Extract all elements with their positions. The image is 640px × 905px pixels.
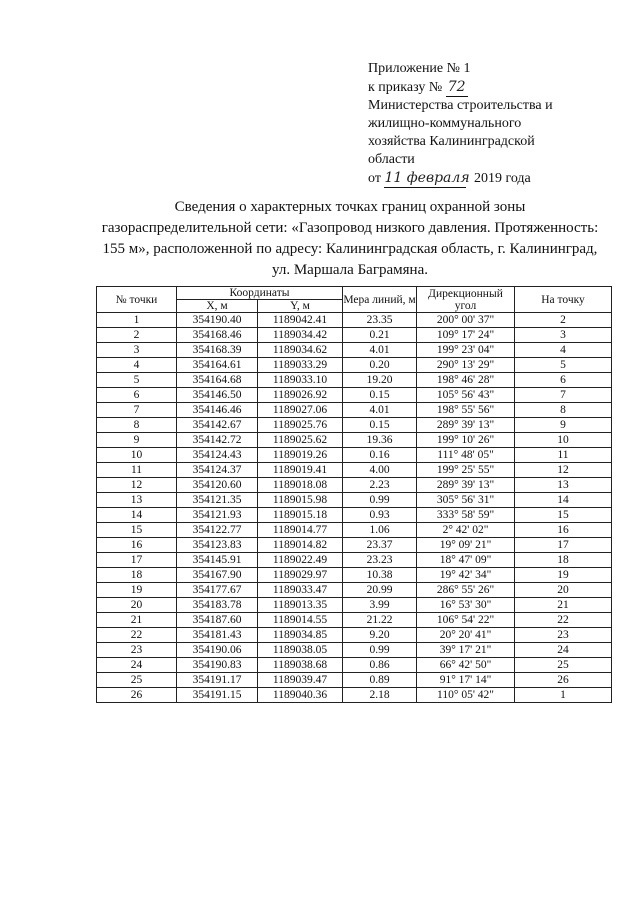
date-year: 2019 года [473, 171, 531, 186]
title-line-4: ул. Маршала Баграмяна. [272, 262, 428, 278]
point-number-cell: 16 [97, 538, 177, 553]
direction-angle-cell: 109° 17' 24" [417, 328, 515, 343]
point-number-cell: 20 [97, 598, 177, 613]
order-line [368, 78, 618, 97]
line-length-cell: 23.35 [343, 313, 417, 328]
line-length-cell: 19.36 [343, 433, 417, 448]
x-coordinate-cell: 354120.60 [177, 478, 258, 493]
y-coordinate-cell: 1189040.36 [258, 688, 343, 703]
point-number-cell: 25 [97, 673, 177, 688]
y-coordinate-cell: 1189026.92 [258, 388, 343, 403]
line-length-cell: 19.20 [343, 373, 417, 388]
to-point-cell: 7 [515, 388, 612, 403]
x-coordinate-cell: 354142.72 [177, 433, 258, 448]
point-number-cell: 26 [97, 688, 177, 703]
table-row [97, 478, 612, 493]
point-number-cell: 13 [97, 493, 177, 508]
to-point-cell: 23 [515, 628, 612, 643]
to-point-cell: 14 [515, 493, 612, 508]
ministry-line-2: жилищно-коммунального [368, 116, 522, 131]
x-coordinate-cell: 354122.77 [177, 523, 258, 538]
direction-angle-cell: 286° 55' 26" [417, 583, 515, 598]
direction-angle-cell: 111° 48' 05" [417, 448, 515, 463]
x-coordinate-cell: 354177.67 [177, 583, 258, 598]
x-coordinate-cell: 354124.37 [177, 463, 258, 478]
to-point-cell: 6 [515, 373, 612, 388]
direction-angle-cell: 198° 55' 56" [417, 403, 515, 418]
x-coordinate-cell: 354123.83 [177, 538, 258, 553]
point-number-cell: 4 [97, 358, 177, 373]
to-point-cell: 17 [515, 538, 612, 553]
point-number-cell: 14 [97, 508, 177, 523]
direction-angle-cell: 18° 47' 09" [417, 553, 515, 568]
direction-angle-cell: 305° 56' 31" [417, 493, 515, 508]
table-row [97, 403, 612, 418]
to-point-cell: 21 [515, 598, 612, 613]
y-coordinate-cell: 1189027.06 [258, 403, 343, 418]
document-title [80, 197, 620, 281]
point-number-cell: 23 [97, 643, 177, 658]
direction-angle-cell: 39° 17' 21" [417, 643, 515, 658]
y-coordinate-cell: 1189015.18 [258, 508, 343, 523]
date-handwritten: 11 февраля [384, 170, 470, 186]
y-coordinate-cell: 1189025.76 [258, 418, 343, 433]
to-point-cell: 3 [515, 328, 612, 343]
y-coordinate-cell: 1189018.08 [258, 478, 343, 493]
point-number-cell: 18 [97, 568, 177, 583]
date-line [368, 169, 618, 188]
direction-angle-cell: 20° 20' 41" [417, 628, 515, 643]
point-number-cell: 2 [97, 328, 177, 343]
to-point-cell: 4 [515, 343, 612, 358]
direction-angle-cell: 289° 39' 13" [417, 478, 515, 493]
point-number-cell: 8 [97, 418, 177, 433]
x-coordinate-cell: 354146.46 [177, 403, 258, 418]
y-coordinate-cell: 1189034.85 [258, 628, 343, 643]
point-number-cell: 1 [97, 313, 177, 328]
line-length-cell: 0.21 [343, 328, 417, 343]
direction-angle-cell: 66° 42' 50" [417, 658, 515, 673]
point-number-cell: 6 [97, 388, 177, 403]
to-point-cell: 9 [515, 418, 612, 433]
x-coordinate-cell: 354167.90 [177, 568, 258, 583]
to-point-cell: 1 [515, 688, 612, 703]
y-coordinate-cell: 1189013.35 [258, 598, 343, 613]
x-coordinate-cell: 354124.43 [177, 448, 258, 463]
table-row [97, 568, 612, 583]
table-row [97, 328, 612, 343]
table-row [97, 583, 612, 598]
y-coordinate-cell: 1189033.47 [258, 583, 343, 598]
line-length-cell: 0.16 [343, 448, 417, 463]
y-coordinate-cell: 1189022.49 [258, 553, 343, 568]
to-point-cell: 19 [515, 568, 612, 583]
title-line-1: Сведения о характерных точках границ охранной зоны [174, 199, 526, 215]
line-length-cell: 10.38 [343, 568, 417, 583]
line-length-cell: 1.06 [343, 523, 417, 538]
x-coordinate-cell: 354146.50 [177, 388, 258, 403]
y-coordinate-cell: 1189038.05 [258, 643, 343, 658]
appendix-number: Приложение № 1 [368, 61, 471, 76]
to-point-cell: 11 [515, 448, 612, 463]
line-length-cell: 0.89 [343, 673, 417, 688]
table-row [97, 553, 612, 568]
table-row [97, 658, 612, 673]
date-prefix: от [368, 171, 381, 186]
point-number-cell: 15 [97, 523, 177, 538]
direction-angle-cell: 2° 42' 02" [417, 523, 515, 538]
to-point-cell: 24 [515, 643, 612, 658]
line-length-cell: 0.15 [343, 418, 417, 433]
y-coordinate-cell: 1189029.97 [258, 568, 343, 583]
x-coordinate-cell: 354190.40 [177, 313, 258, 328]
direction-angle-cell: 289° 39' 13" [417, 418, 515, 433]
table-row [97, 643, 612, 658]
title-line-3: 155 м», расположенной по адресу: Калининградская область, г. Калининград, [102, 241, 598, 257]
line-length-cell: 0.15 [343, 388, 417, 403]
table-row [97, 523, 612, 538]
x-coordinate-cell: 354190.06 [177, 643, 258, 658]
table-row [97, 613, 612, 628]
to-point-cell: 20 [515, 583, 612, 598]
x-coordinate-cell: 354187.60 [177, 613, 258, 628]
to-point-cell: 2 [515, 313, 612, 328]
to-point-cell: 25 [515, 658, 612, 673]
direction-angle-cell: 105° 56' 43" [417, 388, 515, 403]
line-length-cell: 0.99 [343, 643, 417, 658]
table-row [97, 493, 612, 508]
direction-angle-cell: 199° 10' 26" [417, 433, 515, 448]
line-length-cell: 3.99 [343, 598, 417, 613]
table-row [97, 598, 612, 613]
line-length-cell: 20.99 [343, 583, 417, 598]
table-row [97, 688, 612, 703]
point-number-cell: 12 [97, 478, 177, 493]
header-to-point: На точку [515, 287, 612, 313]
y-coordinate-cell: 1189015.98 [258, 493, 343, 508]
table-row [97, 343, 612, 358]
y-coordinate-cell: 1189014.77 [258, 523, 343, 538]
point-number-cell: 19 [97, 583, 177, 598]
direction-angle-cell: 91° 17' 14" [417, 673, 515, 688]
point-number-cell: 10 [97, 448, 177, 463]
table-row [97, 418, 612, 433]
direction-angle-cell: 106° 54' 22" [417, 613, 515, 628]
appendix-header [368, 60, 618, 188]
x-coordinate-cell: 354164.68 [177, 373, 258, 388]
header-line-length: Мера линий, м [343, 287, 417, 313]
point-number-cell: 7 [97, 403, 177, 418]
x-coordinate-cell: 354168.39 [177, 343, 258, 358]
header-point-no: № точки [97, 287, 177, 313]
y-coordinate-cell: 1189042.41 [258, 313, 343, 328]
direction-angle-cell: 19° 42' 34" [417, 568, 515, 583]
to-point-cell: 18 [515, 553, 612, 568]
line-length-cell: 21.22 [343, 613, 417, 628]
direction-angle-cell: 19° 09' 21" [417, 538, 515, 553]
x-coordinate-cell: 354164.61 [177, 358, 258, 373]
table-row [97, 388, 612, 403]
to-point-cell: 12 [515, 463, 612, 478]
direction-angle-cell: 333° 58' 59" [417, 508, 515, 523]
x-coordinate-cell: 354181.43 [177, 628, 258, 643]
header-y: Y, м [258, 300, 343, 313]
direction-angle-cell: 290° 13' 29" [417, 358, 515, 373]
y-coordinate-cell: 1189014.55 [258, 613, 343, 628]
y-coordinate-cell: 1189019.41 [258, 463, 343, 478]
ministry-line-1: Министерства строительства и [368, 98, 553, 113]
x-coordinate-cell: 354168.46 [177, 328, 258, 343]
to-point-cell: 16 [515, 523, 612, 538]
table-row [97, 448, 612, 463]
table-row [97, 673, 612, 688]
point-number-cell: 22 [97, 628, 177, 643]
order-number-handwritten: 72 [446, 78, 468, 97]
header-coordinates: Координаты [177, 287, 343, 300]
line-length-cell: 2.23 [343, 478, 417, 493]
y-coordinate-cell: 1189034.62 [258, 343, 343, 358]
x-coordinate-cell: 354121.93 [177, 508, 258, 523]
x-coordinate-cell: 354142.67 [177, 418, 258, 433]
direction-angle-cell: 200° 00' 37" [417, 313, 515, 328]
title-line-2: газораспределительной сети: «Газопровод низкого давления. Протяженность: [101, 220, 599, 236]
table-body [97, 313, 612, 703]
to-point-cell: 10 [515, 433, 612, 448]
coordinates-table [96, 286, 612, 703]
line-length-cell: 23.23 [343, 553, 417, 568]
ministry-line-3: хозяйства Калининградской [368, 134, 535, 149]
y-coordinate-cell: 1189038.68 [258, 658, 343, 673]
line-length-cell: 4.01 [343, 403, 417, 418]
x-coordinate-cell: 354191.15 [177, 688, 258, 703]
point-number-cell: 9 [97, 433, 177, 448]
line-length-cell: 0.93 [343, 508, 417, 523]
x-coordinate-cell: 354191.17 [177, 673, 258, 688]
line-length-cell: 0.86 [343, 658, 417, 673]
to-point-cell: 13 [515, 478, 612, 493]
direction-angle-cell: 199° 23' 04" [417, 343, 515, 358]
line-length-cell: 0.99 [343, 493, 417, 508]
y-coordinate-cell: 1189014.82 [258, 538, 343, 553]
line-length-cell: 2.18 [343, 688, 417, 703]
to-point-cell: 22 [515, 613, 612, 628]
header-x: X, м [177, 300, 258, 313]
x-coordinate-cell: 354121.35 [177, 493, 258, 508]
to-point-cell: 15 [515, 508, 612, 523]
table-row [97, 433, 612, 448]
order-prefix: к приказу № [368, 80, 443, 95]
point-number-cell: 11 [97, 463, 177, 478]
table-row [97, 538, 612, 553]
table-row [97, 463, 612, 478]
point-number-cell: 24 [97, 658, 177, 673]
x-coordinate-cell: 354145.91 [177, 553, 258, 568]
direction-angle-cell: 198° 46' 28" [417, 373, 515, 388]
table-row [97, 313, 612, 328]
line-length-cell: 4.01 [343, 343, 417, 358]
line-length-cell: 0.20 [343, 358, 417, 373]
direction-angle-cell: 199° 25' 55" [417, 463, 515, 478]
y-coordinate-cell: 1189033.10 [258, 373, 343, 388]
direction-angle-cell: 110° 05' 42" [417, 688, 515, 703]
point-number-cell: 17 [97, 553, 177, 568]
ministry-line-4: области [368, 152, 415, 167]
x-coordinate-cell: 354183.78 [177, 598, 258, 613]
point-number-cell: 5 [97, 373, 177, 388]
y-coordinate-cell: 1189039.47 [258, 673, 343, 688]
to-point-cell: 26 [515, 673, 612, 688]
y-coordinate-cell: 1189034.42 [258, 328, 343, 343]
table-row [97, 358, 612, 373]
y-coordinate-cell: 1189025.62 [258, 433, 343, 448]
to-point-cell: 5 [515, 358, 612, 373]
direction-angle-cell: 16° 53' 30" [417, 598, 515, 613]
table-row [97, 373, 612, 388]
header-direction-angle: Дирекционный угол [417, 287, 515, 313]
point-number-cell: 3 [97, 343, 177, 358]
to-point-cell: 8 [515, 403, 612, 418]
table-row [97, 628, 612, 643]
line-length-cell: 23.37 [343, 538, 417, 553]
table-row [97, 508, 612, 523]
y-coordinate-cell: 1189019.26 [258, 448, 343, 463]
x-coordinate-cell: 354190.83 [177, 658, 258, 673]
y-coordinate-cell: 1189033.29 [258, 358, 343, 373]
line-length-cell: 9.20 [343, 628, 417, 643]
line-length-cell: 4.00 [343, 463, 417, 478]
point-number-cell: 21 [97, 613, 177, 628]
